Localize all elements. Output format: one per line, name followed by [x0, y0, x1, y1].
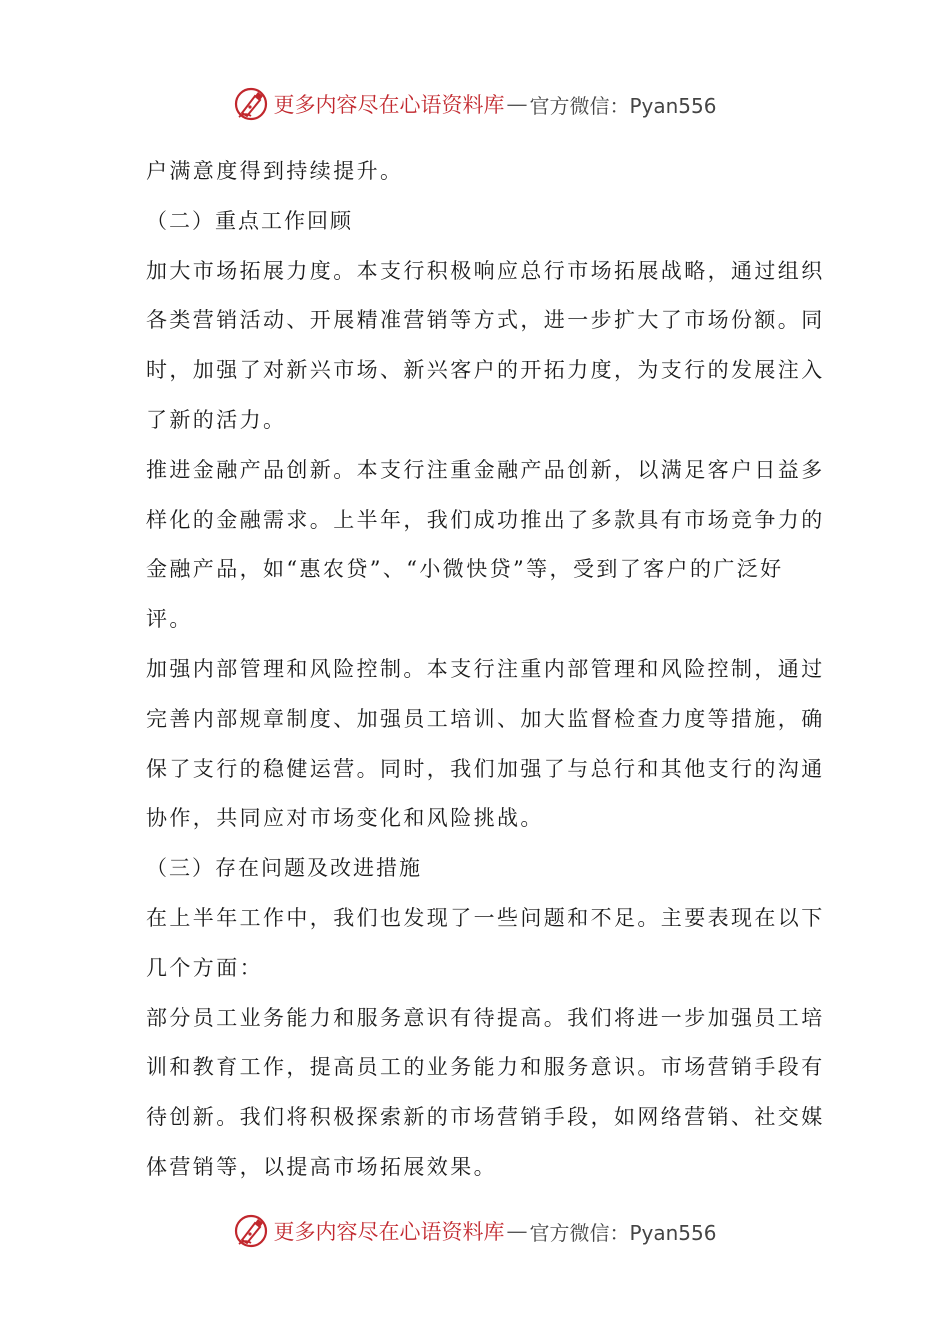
text-line: 体营销等，以提高市场拓展效果。: [146, 1154, 497, 1179]
text-line: 加强内部管理和风险控制。本支行注重内部管理和风险控制，通过: [146, 656, 825, 681]
banner-contact-text: 官方微信：Pyan556: [529, 93, 717, 118]
section-heading: （三）存在问题及改进措施: [146, 856, 422, 881]
banner-dash: —: [506, 1219, 528, 1243]
text-line: 加大市场拓展力度。本支行积极响应总行市场拓展战略，通过组织: [146, 258, 825, 283]
text-line: 了新的活力。: [146, 407, 287, 432]
banner-brand-text: 更多内容尽在心语资料库: [273, 1220, 505, 1244]
text-line: 推进金融产品创新。本支行注重金融产品创新，以满足客户日益多: [146, 457, 825, 482]
banner-contact-text: 官方微信：Pyan556: [529, 1220, 717, 1245]
pen-nib-logo-icon: [233, 1213, 269, 1249]
text-line: 几个方面：: [146, 955, 263, 980]
document-body: [146, 147, 825, 1193]
text-line: 部分员工业务能力和服务意识有待提高。我们将进一步加强员工培: [146, 1005, 825, 1030]
text-line: 样化的金融需求。上半年，我们成功推出了多款具有市场竞争力的: [146, 507, 825, 532]
section-heading: （二）重点工作回顾: [146, 208, 353, 233]
text-line: 金融产品，如“惠农贷”、“小微快贷”等，受到了客户的广泛好: [146, 557, 784, 582]
text-line: 训和教育工作，提高员工的业务能力和服务意识。市场营销手段有: [146, 1055, 825, 1080]
text-line: 各类营销活动、开展精准营销等方式，进一步扩大了市场份额。同: [146, 308, 825, 333]
pen-nib-logo-icon: [233, 86, 269, 122]
header-banner: [0, 84, 950, 124]
text-line: 评。: [146, 607, 193, 632]
text-line: 完善内部规章制度、加强员工培训、加大监督检查力度等措施，确: [146, 706, 825, 731]
banner-dash: —: [506, 92, 528, 116]
text-line: 协作，共同应对市场变化和风险挑战。: [146, 806, 544, 831]
banner-brand-text: 更多内容尽在心语资料库: [273, 93, 505, 117]
text-line: 保了支行的稳健运营。同时，我们加强了与总行和其他支行的沟通: [146, 756, 825, 781]
footer-banner: [0, 1211, 950, 1251]
text-line: 户满意度得到持续提升。: [146, 159, 404, 183]
text-line: 时，加强了对新兴市场、新兴客户的开拓力度，为支行的发展注入: [146, 358, 825, 383]
text-line: 待创新。我们将积极探索新的市场营销手段，如网络营销、社交媒: [146, 1105, 825, 1130]
text-line: 在上半年工作中，我们也发现了一些问题和不足。主要表现在以下: [146, 905, 825, 930]
